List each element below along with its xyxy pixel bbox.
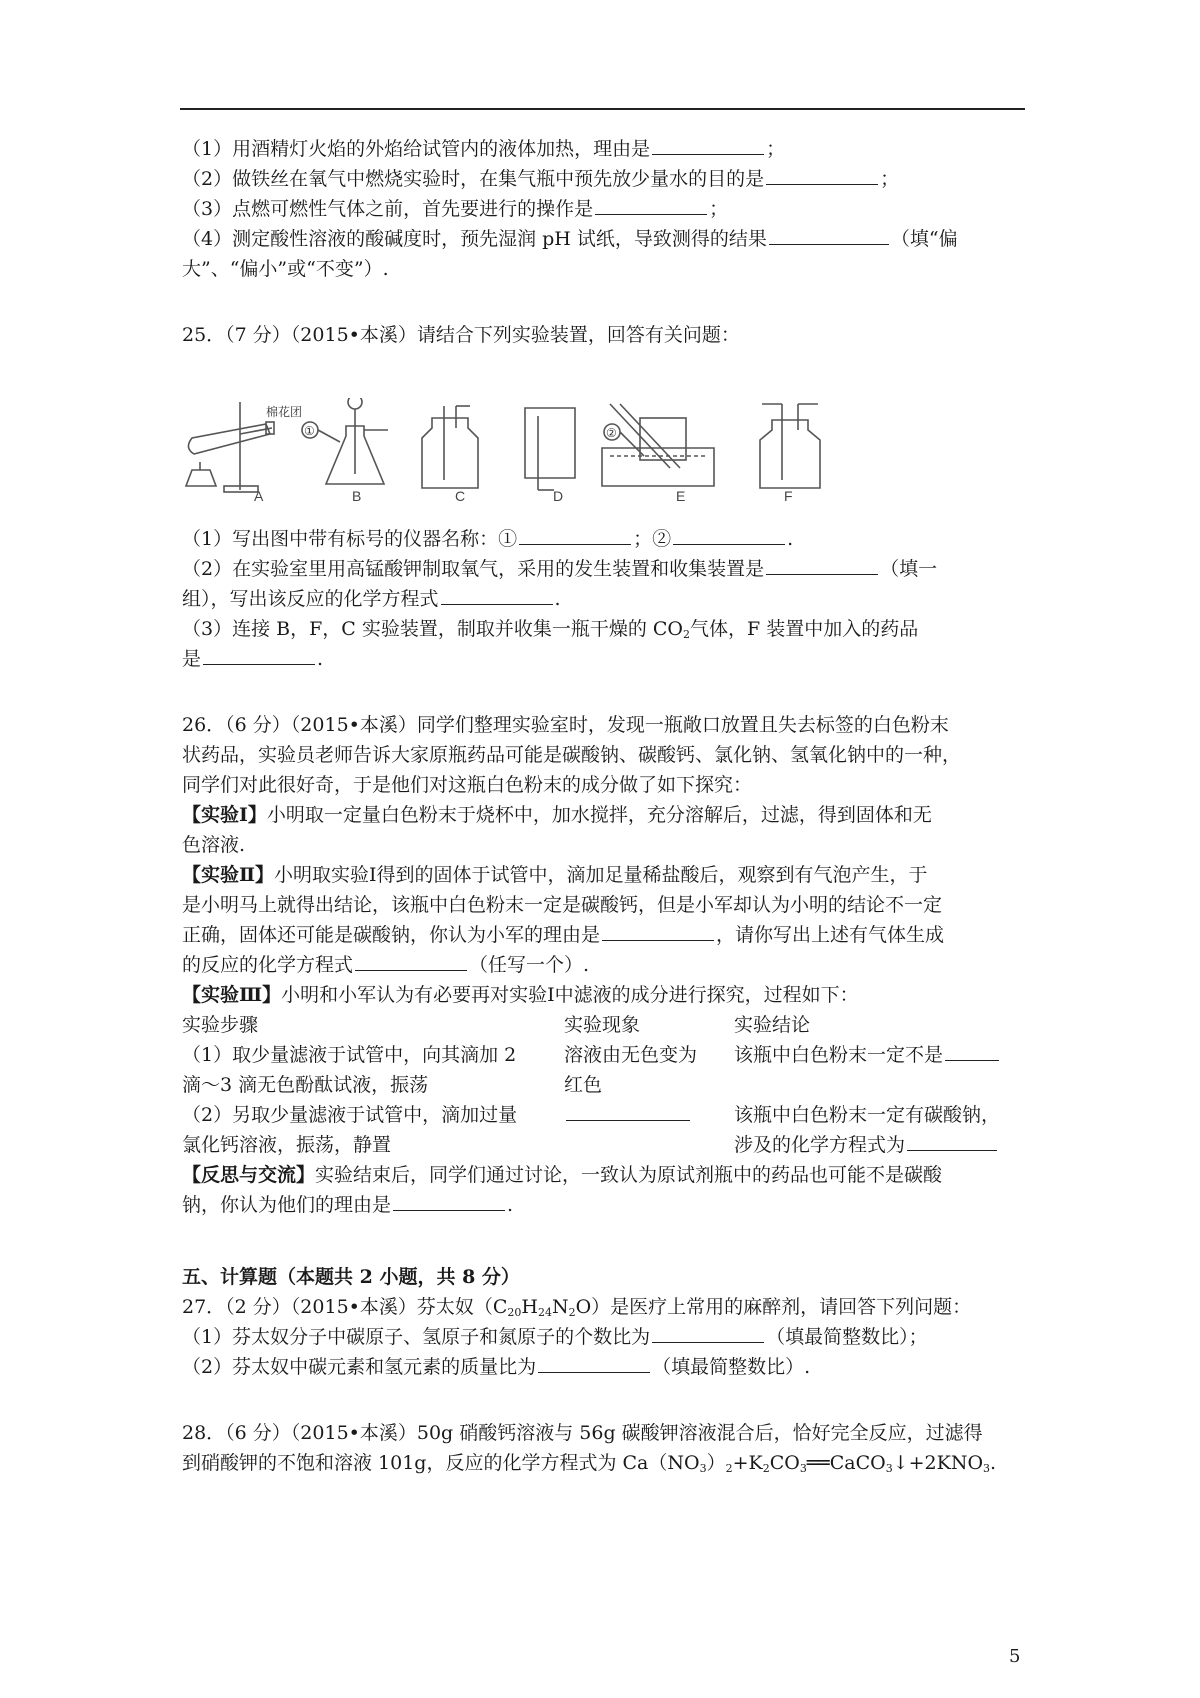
answer-blank[interactable] xyxy=(203,646,315,665)
apparatus-f xyxy=(760,404,820,488)
q28-line-2: 到硝酸钾的不饱和溶液 101g，反应的化学方程式为 $Ca(NO_3)_2+K_2CO_3══CaCO_3↓+2KNO_3$. xyxy=(182,1452,997,1475)
experiment-2-line-3: 正确，固体还可能是碳酸钠，你认为小军的理由是 ，请你写出上述有气体生成 xyxy=(182,924,945,946)
table-header-phenomenon: 实验现象 xyxy=(564,1014,641,1036)
q27-title: 27．（2 分）（2015•本溪）芬太奴$(C_{20}H_{24}N_2O)$是医疗上常用的麻醉剂，请回答下列问题： xyxy=(182,1296,972,1319)
label-a: A xyxy=(254,488,264,504)
answer-blank[interactable] xyxy=(945,1042,999,1061)
page-number: 5 xyxy=(1009,1646,1021,1667)
table-r2-step-b: 氯化钙溶液，振荡，静置 xyxy=(182,1134,392,1156)
cotton-label: 棉花团 xyxy=(266,405,303,419)
answer-blank[interactable] xyxy=(519,526,631,545)
table-header-conclusion: 实验结论 xyxy=(734,1014,811,1036)
label-d: D xyxy=(553,488,564,504)
answer-blank[interactable] xyxy=(907,1132,997,1151)
answer-blank[interactable] xyxy=(602,922,714,941)
label-b: B xyxy=(352,488,362,504)
reflection-line-2: 钠，你认为他们的理由是 . xyxy=(182,1194,514,1216)
table-r2-conclusion-b: 涉及的化学方程式为 xyxy=(734,1132,999,1158)
table-r1-phenomenon-b: 红色 xyxy=(564,1074,603,1096)
apparatus-c xyxy=(422,406,478,488)
reflection-line-1: 【反思与交流】实验结束后，同学们通过讨论，一致认为原试剂瓶中的药品也可能不是碳酸 xyxy=(182,1164,943,1186)
table-r2-step-a: （2）另取少量滤液于试管中，滴加过量 xyxy=(182,1104,518,1126)
q25-line-4: （3）连接 B，F，C 实验装置，制取并收集一瓶干燥的 $CO_2$气体，F 装置中加入的药品 xyxy=(182,618,919,641)
q27-line-2: （2）芬太奴中碳元素和氢元素的质量比为 （填最简整数比）. xyxy=(182,1356,811,1378)
table-r1-conclusion: 该瓶中白色粉末一定不是 xyxy=(734,1042,1001,1068)
experiment-2-line-1: 【实验Ⅱ】小明取实验Ⅰ得到的固体于试管中，滴加足量稀盐酸后，观察到有气泡产生，于 xyxy=(182,864,928,886)
q24-line-2: （2）做铁丝在氧气中燃烧实验时，在集气瓶中预先放少量水的目的是 ； xyxy=(182,168,900,190)
q25-line-5: 是 . xyxy=(182,648,324,670)
table-r1-phenomenon-a: 溶液由无色变为 xyxy=(564,1044,698,1066)
experiment-2-line-4: 的反应的化学方程式 （任写一个）. xyxy=(182,954,590,976)
answer-blank[interactable] xyxy=(538,1354,650,1373)
apparatus-e xyxy=(602,404,714,486)
answer-blank[interactable] xyxy=(566,1102,690,1121)
experiment-2-line-2: 是小明马上就得出结论，该瓶中白色粉末一定是碳酸钙，但是小军却认为小明的结论不一定 xyxy=(182,894,943,916)
q25-line-2: （2）在实验室里用高锰酸钾制取氧气，采用的发生装置和收集装置是 （填一 xyxy=(182,558,938,580)
answer-blank[interactable] xyxy=(652,136,764,155)
answer-blank[interactable] xyxy=(652,1324,764,1343)
answer-blank[interactable] xyxy=(441,586,553,605)
table-r2-phenomenon xyxy=(564,1102,692,1128)
answer-blank[interactable] xyxy=(393,1192,505,1211)
q27-line-1: （1）芬太奴分子中碳原子、氢原子和氮原子的个数比为 （填最简整数比）； xyxy=(182,1326,928,1348)
table-r2-conclusion-a: 该瓶中白色粉末一定有碳酸钠， xyxy=(734,1104,1001,1126)
apparatus-a xyxy=(186,402,274,492)
answer-blank[interactable] xyxy=(355,952,467,971)
q24-line-4: （4）测定酸性溶液的酸碱度时，预先湿润 pH 试纸，导致测得的结果 （填“偏 xyxy=(182,228,958,250)
q26-line-3: 同学们对此很好奇，于是他们对这瓶白色粉末的成分做了如下探究： xyxy=(182,774,753,796)
label-f: F xyxy=(784,488,793,504)
experiment-1-line-1: 【实验Ⅰ】小明取一定量白色粉末于烧杯中，加水搅拌，充分溶解后，过滤，得到固体和无 xyxy=(182,804,932,826)
label-c: C xyxy=(455,488,466,504)
experiment-1-line-2: 色溶液. xyxy=(182,834,246,856)
q26-line-1: 26．（6 分）（2015•本溪）同学们整理实验室时，发现一瓶敞口放置且失去标签的白色粉末 xyxy=(182,714,949,736)
q25-line-3: 组），写出该反应的化学方程式 . xyxy=(182,588,561,610)
apparatus-d xyxy=(525,408,575,490)
header-rule xyxy=(180,108,1025,110)
table-r1-step-b: 滴～3 滴无色酚酞试液，振荡 xyxy=(182,1074,429,1096)
q24-line-5: 大”、“偏小”或“不变”）. xyxy=(182,258,389,280)
answer-blank[interactable] xyxy=(766,556,878,575)
table-r1-step-a: （1）取少量滤液于试管中，向其滴加 2 xyxy=(182,1044,517,1066)
answer-blank[interactable] xyxy=(766,166,878,185)
marker-2: ② xyxy=(606,426,617,440)
q25-title: 25．（7 分）（2015•本溪）请结合下列实验装置，回答有关问题： xyxy=(182,324,740,346)
q24-line-1: （1）用酒精灯火焰的外焰给试管内的液体加热，理由是 ； xyxy=(182,138,786,160)
q24-line-3: （3）点燃可燃性气体之前，首先要进行的操作是 ； xyxy=(182,198,729,220)
q28-line-1: 28．（6 分）（2015•本溪）50g 硝酸钙溶液与 56g 碳酸钾溶液混合后，恰好完全反应，过滤得 xyxy=(182,1422,983,1444)
q26-line-2: 状药品，实验员老师告诉大家原瓶药品可能是碳酸钠、碳酸钙、氯化钠、氢氧化钠中的一种， xyxy=(182,744,962,766)
apparatus-b xyxy=(302,398,388,484)
answer-blank[interactable] xyxy=(595,196,707,215)
marker-1: ① xyxy=(304,424,315,438)
section-5-heading: 五、计算题（本题共 2 小题，共 8 分） xyxy=(182,1266,520,1288)
label-e: E xyxy=(676,488,686,504)
q25-line-1: （1）写出图中带有标号的仪器名称：① ；② . xyxy=(182,528,794,550)
answer-blank[interactable] xyxy=(769,226,889,245)
answer-blank[interactable] xyxy=(673,526,785,545)
experiment-3-line-1: 【实验Ⅲ】小明和小军认为有必要再对实验Ⅰ中滤液的成分进行探究，过程如下： xyxy=(182,984,859,1006)
table-header-step: 实验步骤 xyxy=(182,1014,259,1036)
apparatus-figure xyxy=(180,398,880,498)
